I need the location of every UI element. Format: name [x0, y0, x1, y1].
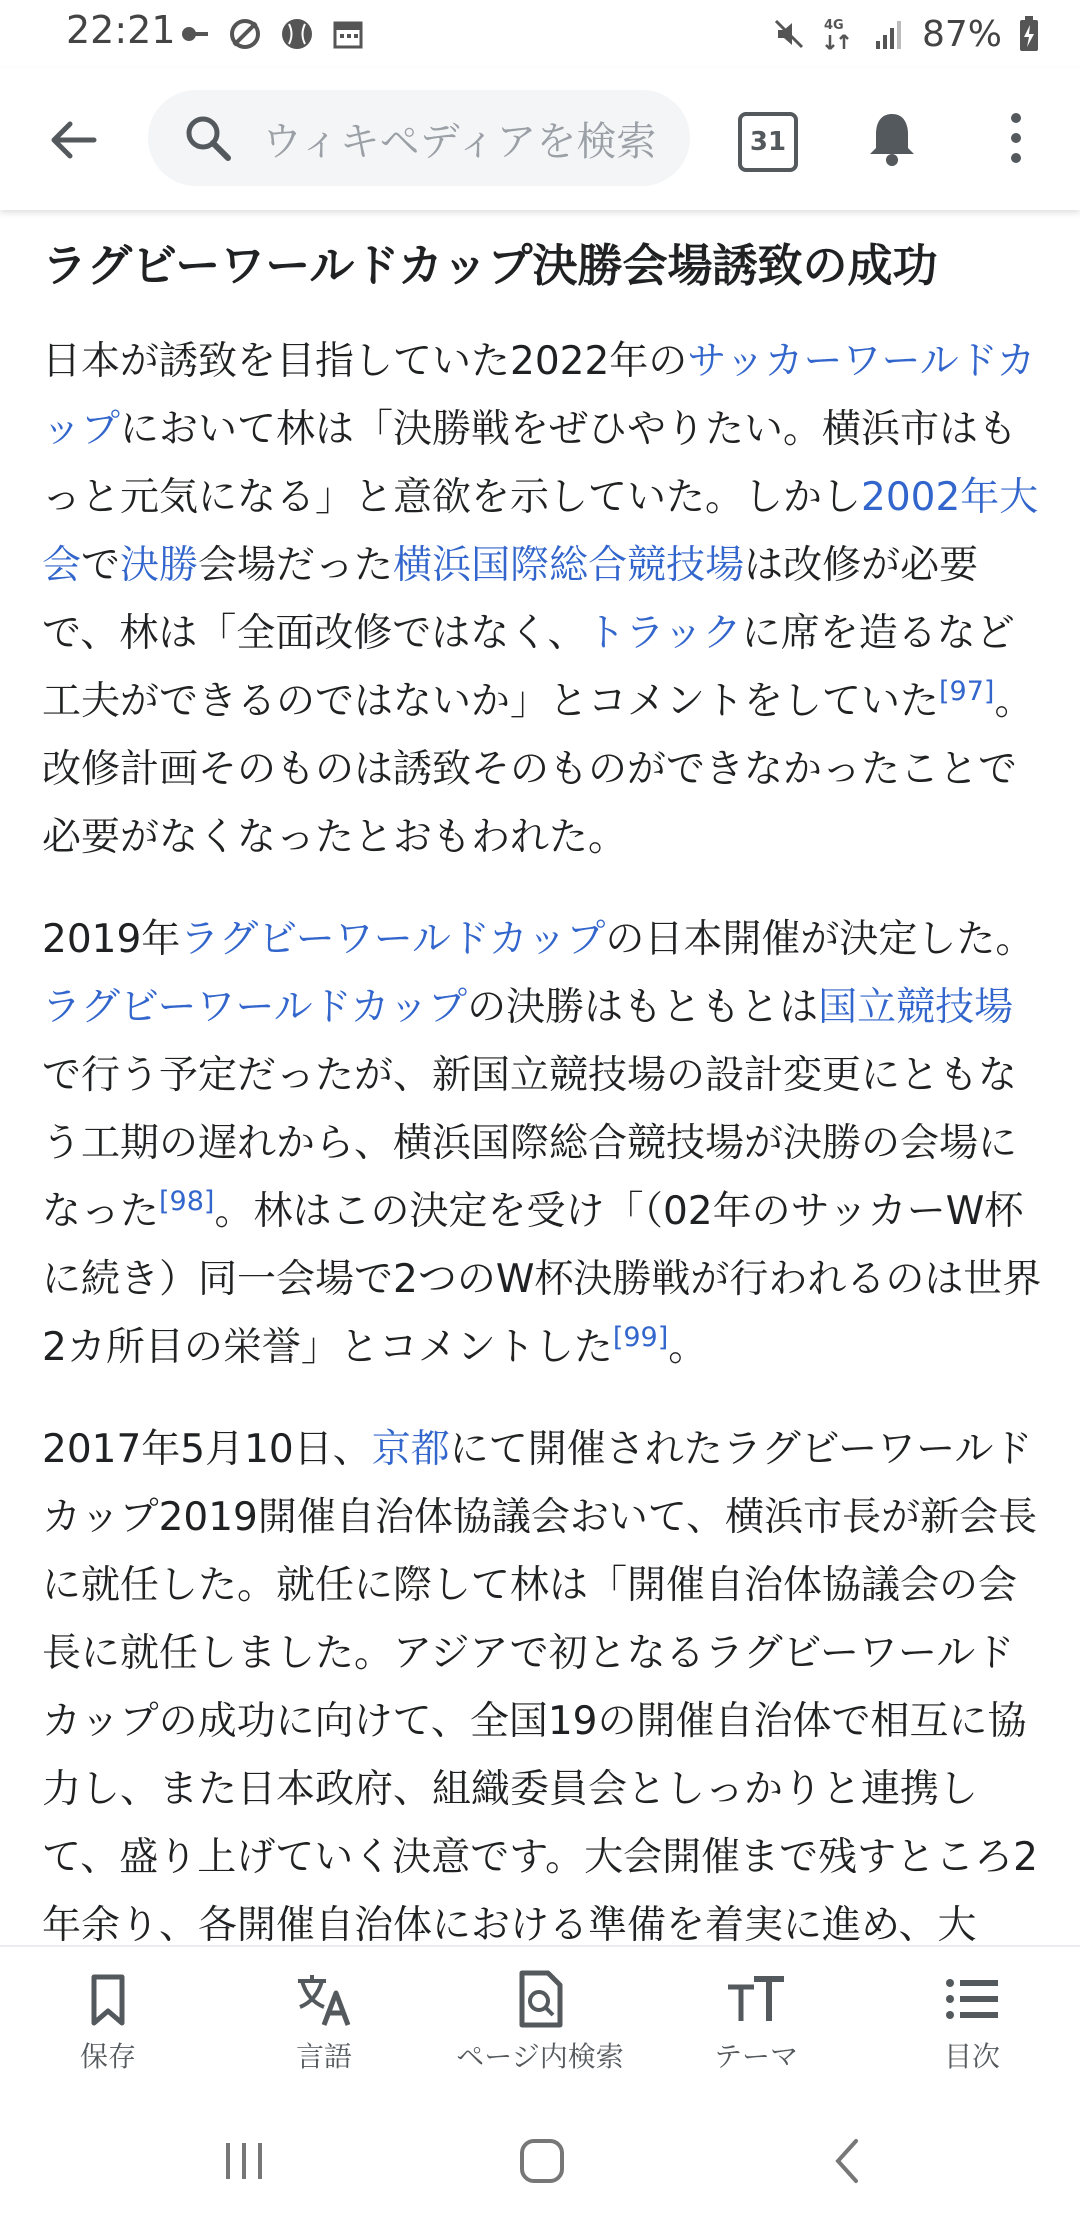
- home-icon[interactable]: [512, 2131, 572, 2191]
- text: の日本開催が決定した。: [605, 917, 1035, 962]
- find-in-page-icon: [508, 1967, 572, 2031]
- search-placeholder: ウィキペディアを検索: [262, 118, 657, 165]
- save-label: 保存: [79, 2040, 136, 2073]
- more-options-icon[interactable]: [996, 106, 1036, 170]
- text: に席を造るなど工夫ができるのではないか」とコメントをしていた: [42, 611, 1015, 724]
- language-label: 言語: [295, 2040, 352, 2073]
- bookmark-icon: [76, 1967, 140, 2031]
- reference-99[interactable]: [99]: [612, 1322, 669, 1353]
- no-sync-icon: [228, 17, 262, 51]
- link-soccer-world-cup[interactable]: サッカーワールドカップ: [42, 339, 1036, 452]
- status-system-icons: [772, 10, 1040, 58]
- text: で行う予定だったが、新国立競技場の設計変更にともなう工期の遅れから、横浜国際総合競技場が決勝の会場になった: [42, 1053, 1018, 1234]
- theme-button[interactable]: [648, 1947, 864, 2097]
- section-heading: ラグビーワールドカップ決勝会場誘致の成功: [42, 239, 938, 292]
- find-in-page-button[interactable]: [432, 1947, 648, 2097]
- table-of-contents-icon: [940, 1967, 1004, 2031]
- article-paragraph-1: [42, 328, 1042, 872]
- back-nav-icon[interactable]: [818, 2131, 878, 2191]
- text: 。改修計画そのものは誘致そのものができなかったことで必要がなくなったとおもわれた。: [42, 679, 1034, 860]
- text: は改修が必要で、林は「全面改修ではなく、: [42, 543, 979, 656]
- key-icon: [180, 19, 210, 49]
- reference-98[interactable]: [98]: [159, 1186, 215, 1217]
- link-national-stadium[interactable]: 国立競技場: [818, 985, 1014, 1030]
- battery-percentage: 87%: [921, 13, 1002, 55]
- find-in-page-label: ページ内検索: [456, 2040, 624, 2073]
- tabs-count: 31: [749, 127, 787, 157]
- text: 会場だった: [198, 543, 394, 588]
- text: 。: [668, 1325, 708, 1370]
- search-input[interactable]: [148, 90, 690, 186]
- text: 日本が誘致を目指していた2022年の: [42, 339, 688, 384]
- svg-text:4G: 4G: [823, 18, 844, 33]
- status-time: 22:21: [66, 8, 176, 52]
- link-kyoto[interactable]: 京都: [371, 1427, 450, 1472]
- tabs-button[interactable]: [738, 112, 798, 172]
- text: 2017年5月10日、: [42, 1427, 372, 1472]
- link-rugby-world-cup[interactable]: ラグビーワールドカップ: [180, 917, 606, 962]
- recent-apps-icon[interactable]: [214, 2131, 274, 2191]
- contents-button[interactable]: [864, 1947, 1080, 2097]
- text: 。林はこの決定を受け「（02年のサッカーW杯に続き）同一会場で2つのW杯決勝戦が行われるのは世界2カ所目の栄誉」とコメントした: [42, 1189, 1042, 1370]
- battery-charging-icon: [1018, 15, 1040, 53]
- language-button[interactable]: [216, 1947, 432, 2097]
- link-final[interactable]: 決勝: [120, 543, 199, 588]
- translate-icon: [292, 1967, 356, 2031]
- contents-label: 目次: [943, 2040, 1000, 2073]
- text-size-icon: [724, 1967, 788, 2031]
- baseball-icon: [280, 17, 314, 51]
- text: の決勝はもともとは: [467, 985, 819, 1030]
- text: 2019年: [42, 917, 181, 962]
- link-rugby-world-cup[interactable]: ラグビーワールドカップ: [42, 985, 468, 1030]
- back-arrow-icon[interactable]: [40, 108, 104, 172]
- article-paragraph-3: [42, 1416, 1042, 1945]
- link-yokohama-stadium[interactable]: 横浜国際総合競技場: [393, 543, 745, 588]
- link-2002-tournament[interactable]: 2002年大会: [42, 475, 1039, 588]
- calendar-icon: [332, 18, 364, 50]
- theme-label: テーマ: [713, 2040, 798, 2073]
- app-bar: [0, 68, 1080, 210]
- status-bar: [0, 0, 1080, 68]
- text: において林は「決勝戦をぜひやりたい。横浜市はもっと元気になる」と意欲を示していた。しかし: [42, 407, 1018, 520]
- system-navigation-bar: [0, 2095, 1080, 2220]
- article-toolbar: [0, 1945, 1080, 2097]
- bell-icon[interactable]: [860, 106, 924, 170]
- article-paragraph-2: [42, 906, 1042, 1382]
- article-content: [42, 210, 1042, 1945]
- search-icon: [182, 112, 234, 164]
- save-button[interactable]: [0, 1947, 216, 2097]
- text: にて開催されたラグビーワールドカップ2019開催自治体協議会おいて、横浜市長が新会長に就任した。就任に際して林は「開催自治体協議会の会長に就任しました。アジアで初となるラグビーワールドカップの成功に向けて、全国19の開催自治体で相互に協力し、また日本政府、組織委員会としっかりと連携して、盛り上げていく決意です。大会開催まで残すところ2年余り、各開催自治体における準備を着実に進め、大: [42, 1427, 1038, 1945]
- 4g-signal-icon: [822, 15, 856, 53]
- reference-97[interactable]: [97]: [939, 676, 995, 707]
- status-notification-icons: [180, 14, 364, 54]
- text: で: [81, 543, 121, 588]
- signal-strength-icon: [872, 17, 906, 51]
- link-track[interactable]: トラック: [586, 611, 742, 656]
- mute-icon: [772, 17, 806, 51]
